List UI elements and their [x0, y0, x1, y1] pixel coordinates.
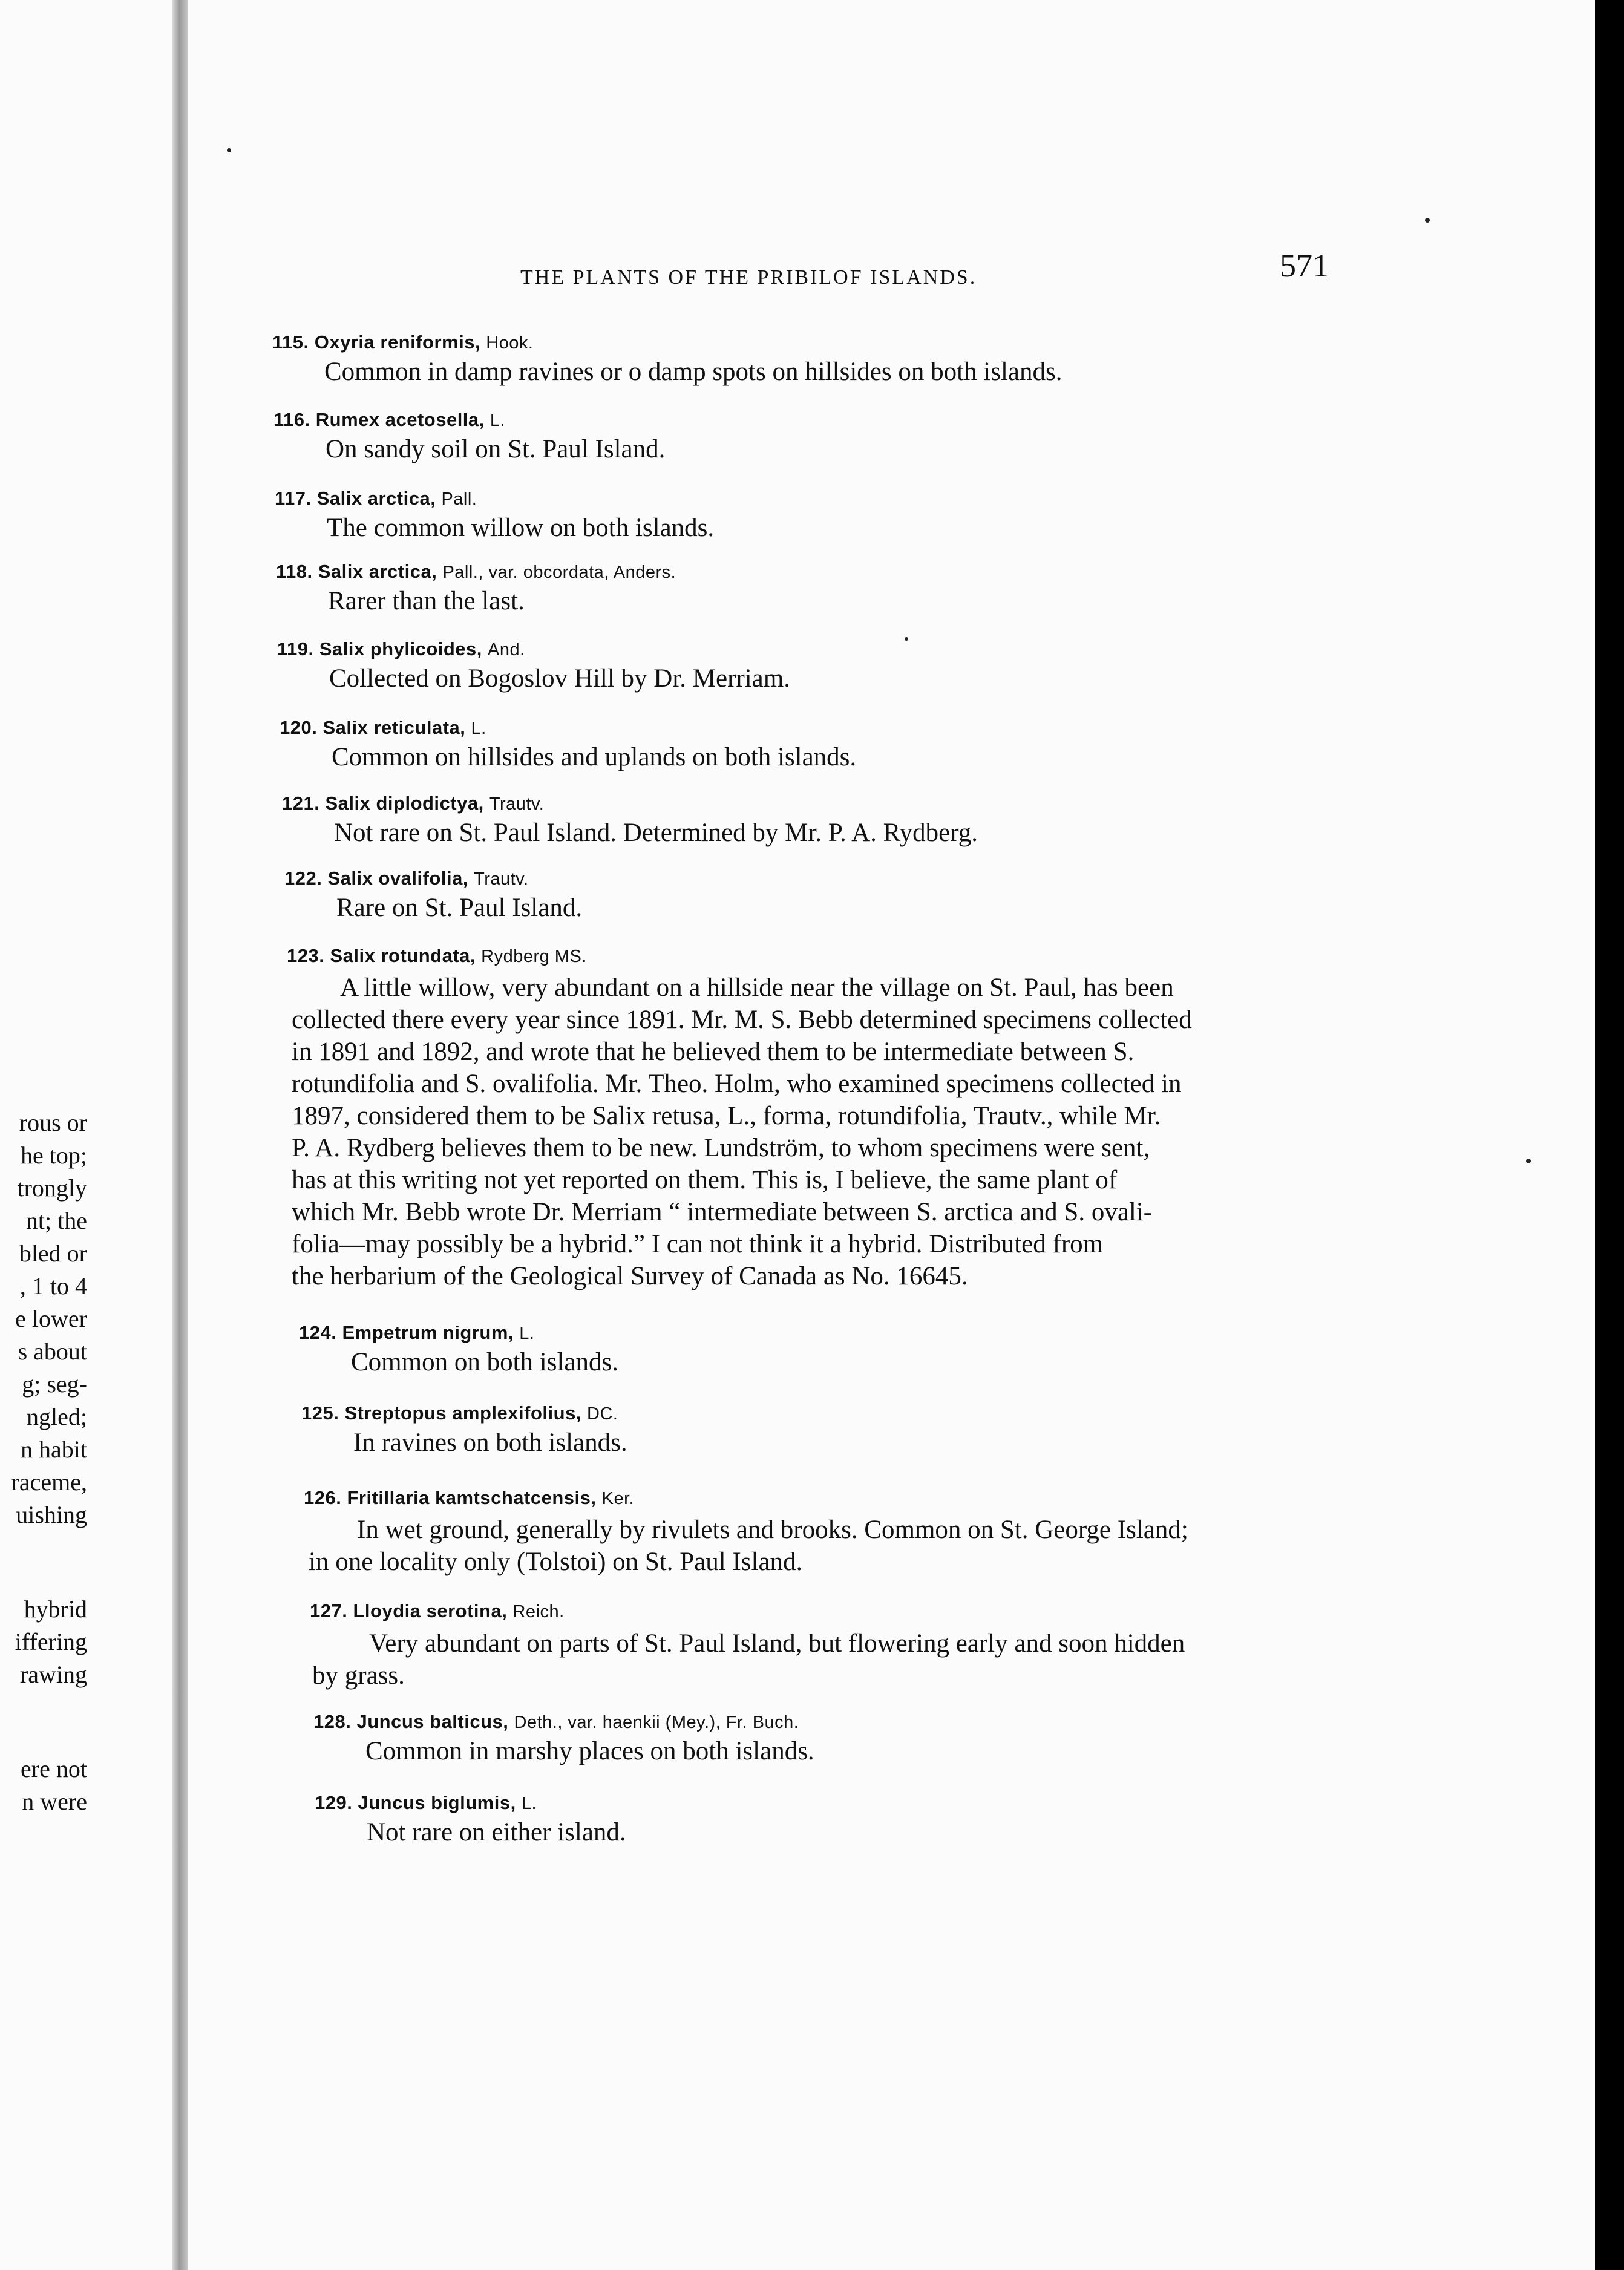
prev-line: trongly	[17, 1174, 87, 1202]
prev-line: s about	[18, 1338, 87, 1365]
species-entry-122	[284, 868, 582, 923]
paragraph-line: 1897, considered them to be Salix retusa, L., forma, rotundifolia, Trautv., while Mr.	[292, 1102, 1161, 1130]
species-entry-123	[287, 945, 587, 967]
paragraph-line: by grass.	[312, 1661, 405, 1690]
species-note: In ravines on both islands.	[353, 1428, 627, 1457]
species-name: Lloydia serotina,	[353, 1600, 508, 1621]
entry-number: 126.	[304, 1487, 342, 1508]
species-entry-116	[273, 409, 665, 464]
prev-line: , 1 to 4	[19, 1272, 87, 1300]
species-heading	[276, 561, 676, 583]
species-name: Streptopus amplexifolius,	[344, 1402, 581, 1424]
species-heading	[310, 1600, 565, 1622]
species-name: Salix arctica,	[318, 561, 437, 582]
species-note: The common willow on both islands.	[327, 514, 715, 542]
species-name: Fritillaria kamtschatcensis,	[347, 1487, 597, 1508]
species-name: Salix rotundata,	[330, 945, 476, 966]
entry-number: 129.	[315, 1792, 353, 1813]
species-heading	[277, 638, 790, 660]
species-authority: Pall.	[441, 489, 477, 509]
species-authority: Trautv.	[474, 869, 529, 889]
species-name: Salix phylicoides,	[319, 638, 482, 659]
species-note: Common on both islands.	[351, 1348, 618, 1376]
paragraph-line: rotundifolia and S. ovalifolia. Mr. Theo. Holm, who examined specimens collected in	[292, 1070, 1182, 1098]
entry-number: 124.	[299, 1322, 337, 1343]
species-note: On sandy soil on St. Paul Island.	[326, 435, 666, 463]
prev-line: g; seg-	[22, 1370, 87, 1398]
prev-line: uishing	[16, 1501, 87, 1528]
species-entry-119	[277, 638, 790, 693]
species-heading	[282, 793, 978, 814]
species-name: Empetrum nigrum,	[342, 1322, 514, 1343]
prev-line: e lower	[15, 1305, 87, 1332]
species-heading	[287, 945, 587, 967]
species-authority: Trautv.	[489, 794, 545, 814]
entry-number: 115.	[272, 332, 309, 353]
species-authority: DC.	[587, 1404, 618, 1424]
species-entry-117	[275, 488, 714, 543]
species-heading	[301, 1402, 627, 1424]
species-note: Common in damp ravines or o damp spots on hillsides on both islands.	[324, 358, 1062, 386]
prev-line: n habit	[21, 1436, 87, 1463]
species-entry-125	[301, 1402, 627, 1457]
species-heading	[315, 1792, 626, 1814]
speck-mark	[227, 148, 231, 152]
speck-mark	[1526, 1159, 1531, 1163]
species-heading	[313, 1711, 814, 1733]
entry-number: 128.	[313, 1711, 352, 1732]
paragraph-line: folia—may possibly be a hybrid.” I can not think it a hybrid. Distributed from	[292, 1230, 1104, 1258]
species-note-paragraph	[292, 972, 1192, 1292]
prev-line: ere not	[21, 1755, 87, 1782]
species-entry-124	[299, 1322, 618, 1377]
species-entry-127	[310, 1600, 565, 1622]
paragraph-line: has at this writing not yet reported on them. This is, I believe, the same plant of	[292, 1166, 1118, 1194]
entry-number: 116.	[273, 409, 310, 430]
paragraph-line: Very abundant on parts of St. Paul Island, but flowering early and soon hidden	[369, 1629, 1185, 1658]
species-name: Salix arctica,	[316, 488, 436, 509]
species-authority: And.	[488, 640, 525, 659]
paragraph-line: the herbarium of the Geological Survey of Canada as No. 16645.	[292, 1262, 968, 1290]
prev-line: nt; the	[25, 1207, 87, 1234]
prev-line: rous or	[19, 1109, 87, 1136]
prev-line: he top;	[21, 1142, 87, 1169]
prev-line: raceme,	[11, 1468, 87, 1496]
species-heading	[272, 332, 1062, 353]
species-note: Collected on Bogoslov Hill by Dr. Merriam.	[329, 664, 790, 693]
species-authority: Deth., var. haenkii (Mey.), Fr. Buch.	[514, 1713, 799, 1732]
species-name: Rumex acetosella,	[315, 409, 485, 430]
species-note: Common on hillsides and uplands on both islands.	[332, 743, 857, 771]
paragraph-line: P. A. Rydberg believes them to be new. Lundström, to whom specimens were sent,	[292, 1134, 1150, 1162]
species-name: Juncus biglumis,	[358, 1792, 516, 1813]
species-heading	[273, 409, 665, 431]
species-name: Salix reticulata,	[323, 717, 466, 738]
species-heading	[284, 868, 582, 889]
page-number: 571	[1280, 247, 1329, 284]
paragraph-line: In wet ground, generally by rivulets and brooks. Common on St. George Island;	[357, 1516, 1188, 1544]
species-authority: L.	[489, 411, 506, 430]
species-entry-128	[313, 1711, 814, 1766]
entry-number: 119.	[277, 638, 314, 659]
running-header: THE PLANTS OF THE PRIBILOF ISLANDS.	[520, 266, 977, 289]
paragraph-line: which Mr. Bebb wrote Dr. Merriam “ intermediate between S. arctica and S. ovali-	[292, 1198, 1153, 1226]
species-authority: Pall., var. obcordata, Anders.	[442, 563, 676, 582]
prev-line: bled or	[19, 1240, 87, 1267]
prev-line: ngled;	[27, 1403, 87, 1430]
entry-number: 123.	[287, 945, 325, 966]
paragraph-line: A little willow, very abundant on a hillside near the village on St. Paul, has been	[340, 973, 1174, 1002]
entry-number: 127.	[310, 1600, 348, 1621]
species-entry-115	[272, 332, 1062, 387]
species-entry-118	[276, 561, 676, 616]
species-authority: L.	[521, 1794, 537, 1813]
species-note-paragraph	[309, 1514, 1188, 1578]
species-authority: Reich.	[512, 1602, 565, 1621]
species-note: Not rare on St. Paul Island. Determined by Mr. P. A. Rydberg.	[334, 819, 978, 847]
speck-mark	[1425, 218, 1430, 223]
entry-number: 118.	[276, 561, 313, 582]
paragraph-line: in one locality only (Tolstoi) on St. Paul Island.	[309, 1548, 803, 1576]
species-heading	[304, 1487, 634, 1509]
species-authority: Hook.	[486, 333, 534, 353]
species-note-paragraph	[312, 1627, 1185, 1692]
species-name: Oxyria reniformis,	[314, 332, 481, 353]
species-heading	[275, 488, 714, 509]
entry-number: 122.	[284, 868, 323, 889]
species-name: Salix ovalifolia,	[327, 868, 468, 889]
species-authority: L.	[471, 719, 486, 738]
species-note: Common in marshy places on both islands.	[365, 1737, 814, 1765]
previous-page-fragment	[0, 1089, 91, 1876]
paragraph-line: in 1891 and 1892, and wrote that he believed them to be intermediate between S.	[292, 1038, 1135, 1066]
species-entry-129	[315, 1792, 626, 1847]
speck-mark	[905, 637, 908, 641]
entry-number: 121.	[282, 793, 320, 814]
paragraph-line: collected there every year since 1891. Mr. M. S. Bebb determined specimens collected	[292, 1006, 1192, 1034]
prev-line: iffering	[15, 1628, 87, 1655]
entry-number: 120.	[280, 717, 318, 738]
prev-line: rawing	[19, 1661, 87, 1688]
species-note: Not rare on either island.	[367, 1818, 626, 1846]
species-name: Salix diplodictya,	[325, 793, 484, 814]
species-note: Rarer than the last.	[328, 587, 525, 615]
species-entry-121	[282, 793, 978, 848]
entry-number: 117.	[275, 488, 312, 509]
species-entry-126	[304, 1487, 634, 1509]
species-authority: Ker.	[601, 1489, 635, 1508]
species-note: Rare on St. Paul Island.	[336, 894, 583, 922]
species-name: Juncus balticus,	[356, 1711, 509, 1732]
prev-line: n were	[22, 1788, 87, 1815]
entry-number: 125.	[301, 1402, 339, 1424]
species-heading	[280, 717, 856, 739]
species-heading	[299, 1322, 618, 1344]
species-authority: L.	[519, 1324, 535, 1343]
book-gutter	[172, 0, 188, 2270]
species-authority: Rydberg MS.	[481, 947, 587, 966]
species-entry-120	[280, 717, 856, 772]
prev-line: hybrid	[24, 1595, 87, 1623]
